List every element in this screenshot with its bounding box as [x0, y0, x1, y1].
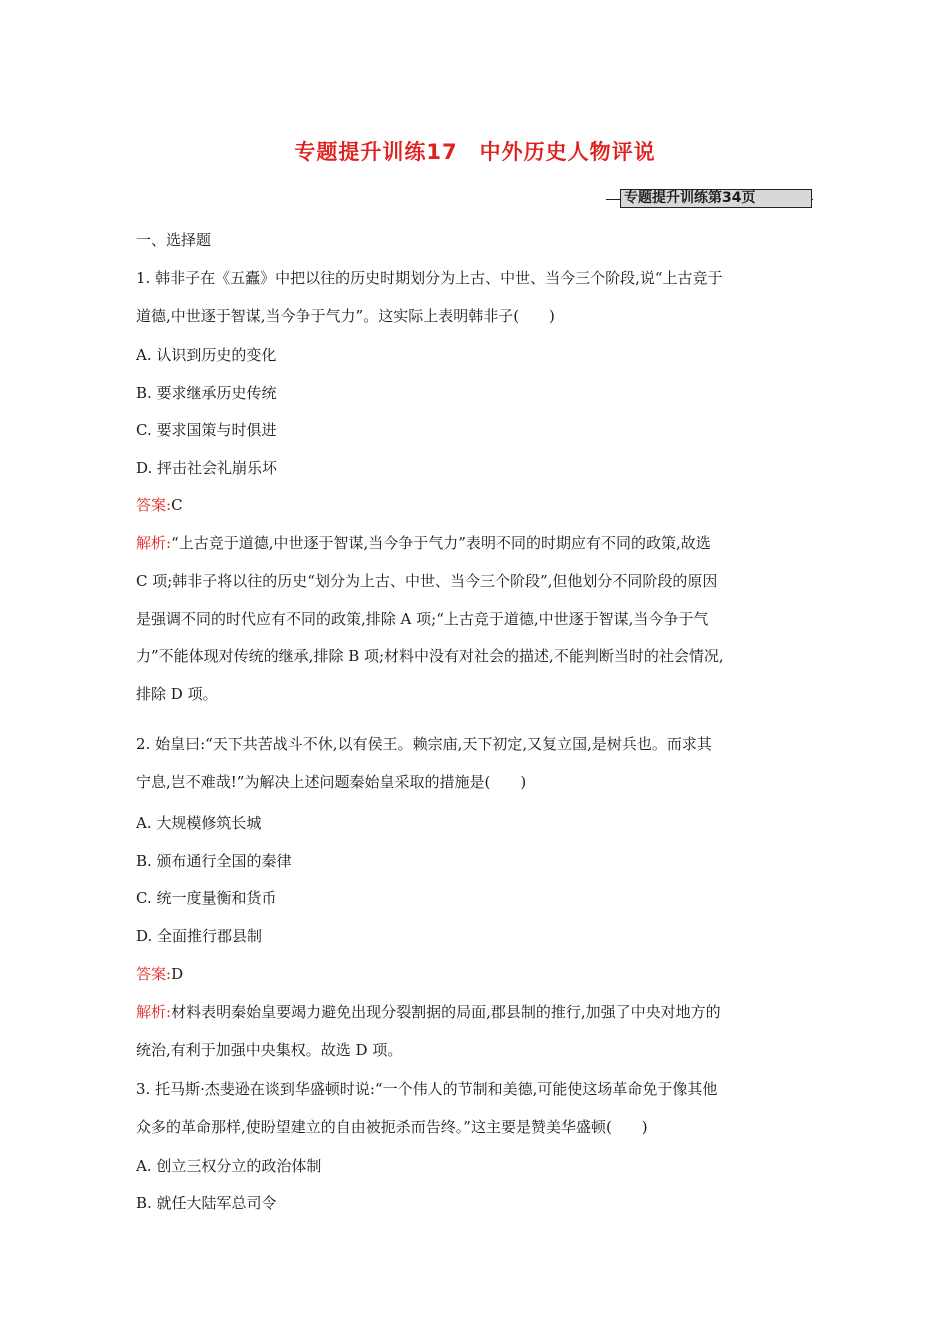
answer-label: 答案:: [136, 965, 172, 983]
line-text: 1. 韩非子在《五蠹》中把以往的历史时期划分为上古、中世、当今三个阶段,说“上古竞于: [136, 269, 723, 287]
section-heading: 一、选择题: [136, 231, 212, 249]
text-line: [136, 851, 292, 871]
text-line: [136, 772, 526, 792]
line-text: 是强调不同的时代应有不同的政策,排除 A 项;“上古竞于道德,中世逐于智谋,当今争于气: [136, 610, 709, 628]
text-line: [136, 1193, 277, 1213]
line-text: 力”不能体现对传统的继承,排除 B 项;材料中没有对社会的描述,不能判断当时的社会情况,: [136, 647, 724, 665]
text-line: [136, 684, 218, 704]
line-text: 众多的革命那样,使盼望建立的自由被扼杀而告终。”这主要是赞美华盛顿( ): [136, 1118, 648, 1136]
line-text: 材料表明秦始皇要竭力避免出现分裂割据的局面,郡县制的推行,加强了中央对地方的: [171, 1003, 721, 1021]
text-line: [136, 813, 261, 833]
line-text: C 项;韩非子将以往的历史“划分为上古、中世、当今三个阶段”,但他划分不同阶段的原因: [136, 572, 718, 590]
text-line: [136, 646, 724, 666]
analysis-line: [136, 533, 711, 553]
line-text: 排除 D 项。: [136, 685, 218, 703]
line-text: B. 要求继承历史传统: [136, 384, 277, 402]
line-text: D: [171, 965, 184, 983]
line-text: “上古竞于道德,中世逐于智谋,当今争于气力”表明不同的时期应有不同的政策,故选: [171, 534, 711, 552]
text-line: [136, 888, 276, 908]
text-line: [136, 268, 723, 288]
text-line: [136, 306, 555, 326]
answer-line: [136, 964, 183, 984]
text-line: [136, 571, 717, 591]
text-line: [136, 609, 708, 629]
line-text: D. 全面推行郡县制: [136, 927, 263, 945]
line-text: C. 统一度量衡和货币: [136, 889, 277, 907]
text-line: [136, 345, 276, 365]
line-text: B. 颁布通行全国的秦律: [136, 852, 292, 870]
answer-label: 答案:: [136, 496, 172, 514]
analysis-line: [136, 1002, 721, 1022]
page-title: 专题提升训练17 中外历史人物评说: [294, 140, 656, 164]
analysis-label: 解析:: [136, 1003, 172, 1021]
text-line: [136, 383, 277, 403]
line-text: C. 要求国策与时俱进: [136, 421, 277, 439]
text-line: [136, 1117, 648, 1137]
text-line: [136, 926, 262, 946]
line-text: 统治,有利于加强中央集权。故选 D 项。: [136, 1041, 403, 1059]
line-text: 宁息,岂不难哉!”为解决上述问题秦始皇采取的措施是( ): [136, 773, 527, 791]
text-line: [136, 420, 276, 440]
line-text: A. 大规模修筑长城: [136, 814, 262, 832]
text-line: [136, 1079, 717, 1099]
page-reference-tag: 专题提升训练第34页: [620, 189, 812, 208]
text-line: [136, 1040, 402, 1060]
line-text: A. 认识到历史的变化: [136, 346, 277, 364]
line-text: 2. 始皇曰:“天下共苦战斗不休,以有侯王。赖宗庙,天下初定,又复立国,是树兵也。而求其: [136, 735, 712, 753]
line-text: A. 创立三权分立的政治体制: [136, 1157, 322, 1175]
text-line: [136, 1156, 321, 1176]
line-text: B. 就任大陆军总司令: [136, 1194, 277, 1212]
line-text: C: [171, 496, 183, 514]
line-text: 道德,中世逐于智谋,当今争于气力”。这实际上表明韩非子( ): [136, 307, 555, 325]
answer-line: [136, 495, 183, 515]
text-line: [136, 734, 712, 754]
text-line: [136, 458, 277, 478]
analysis-label: 解析:: [136, 534, 172, 552]
line-text: D. 抨击社会礼崩乐坏: [136, 459, 278, 477]
line-text: 3. 托马斯·杰斐逊在谈到华盛顿时说:“一个伟人的节制和美德,可能使这场革命免于像其他: [136, 1080, 718, 1098]
